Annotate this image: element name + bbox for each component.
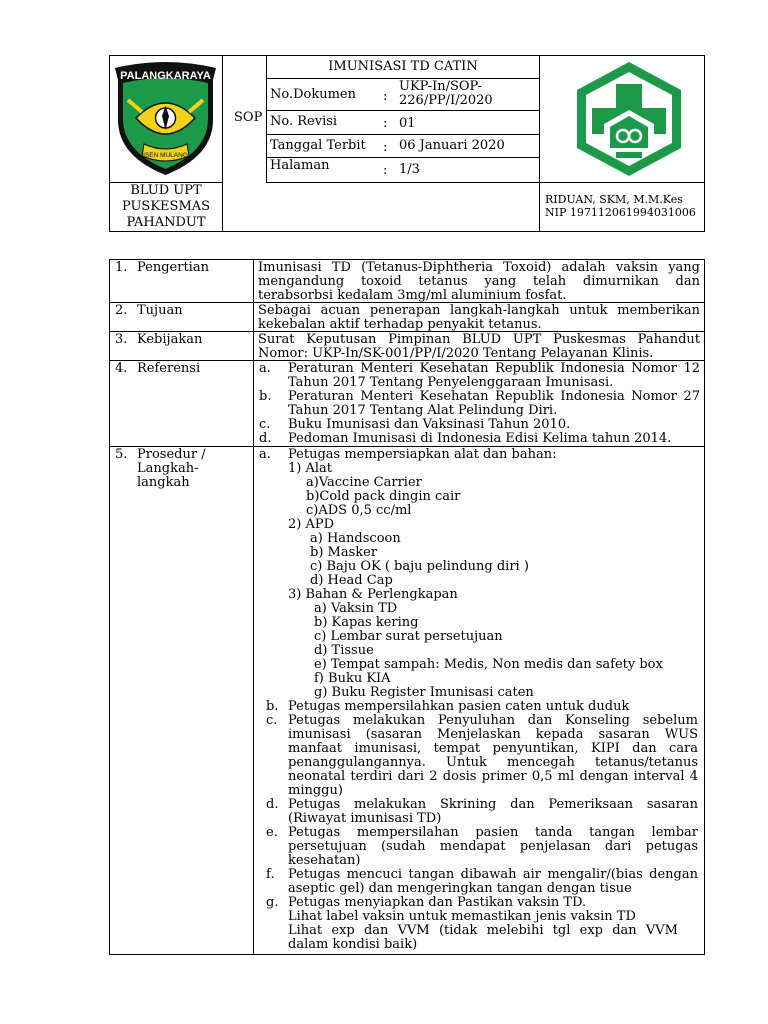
- bahan-item: b) Kapas kering: [314, 615, 419, 630]
- pengertian-line: terabsorbsi kedalam 3mg/ml aluminium fosfat.: [258, 288, 567, 303]
- section-number: 4.: [115, 361, 128, 376]
- doc-number-value-line-2: 226/PP/I/2020: [399, 93, 493, 108]
- list-letter: c.: [266, 713, 278, 728]
- header-divider: [222, 55, 223, 232]
- referensi-line: Pedoman Imunisasi di Indonesia Edisi Kelima tahun 2014.: [288, 431, 672, 446]
- list-letter: b.: [266, 699, 279, 714]
- puskesmas-logo: [570, 58, 688, 180]
- prosedur-step-e: kesehatan): [288, 853, 361, 868]
- prosedur-step-d: (Riwayat imunisasi TD): [288, 811, 442, 826]
- header-divider: [266, 110, 539, 111]
- referensi-line: Buku Imunisasi dan Vaksinasi Tahun 2010.: [288, 417, 571, 432]
- emblem-motto-text: ISEN MULANG: [143, 152, 188, 159]
- pengertian-line: Imunisasi TD (Tetanus-Diphtheria Toxoid) adalah vaksin yang: [258, 260, 700, 275]
- bahan-item: f) Buku KIA: [314, 671, 391, 686]
- header-border-top: [109, 55, 705, 56]
- list-letter: c.: [259, 417, 271, 432]
- list-letter: b.: [259, 389, 272, 404]
- referensi-line: Tahun 2017 Tentang Penyelenggaraan Imunisasi.: [288, 375, 614, 390]
- list-letter: a.: [259, 447, 271, 462]
- section-title-tujuan: Tujuan: [137, 303, 183, 318]
- issue-date-colon: :: [383, 140, 388, 155]
- revision-value: 01: [399, 116, 416, 131]
- referensi-line: Tahun 2017 Tentang Alat Pelindung Diri.: [288, 403, 558, 418]
- header-divider: [266, 55, 267, 182]
- prosedur-step-c: manfaat imunisasi, tempat penyuntikan, KIPI dan cara: [288, 741, 698, 756]
- tujuan-line: kekebalan aktif terhadap penyakit tetanus.: [258, 317, 542, 332]
- bahan-item: e) Tempat sampah: Medis, Non medis dan safety box: [314, 657, 663, 672]
- apd-item: a) Handscoon: [310, 531, 401, 546]
- kebijakan-line: Nomor: UKP-In/SK-001/PP/I/2020 Tentang Pelayanan Klinis.: [258, 346, 654, 361]
- list-letter: d.: [266, 797, 279, 812]
- doc-number-label: No.Dokumen: [270, 87, 356, 102]
- header-divider: [266, 182, 539, 183]
- page-value: 1/3: [399, 162, 420, 177]
- list-letter: a.: [259, 361, 271, 376]
- palangkaraya-emblem-logo: [112, 58, 219, 178]
- alat-item: c)ADS 0,5 cc/ml: [306, 503, 412, 518]
- alat-item: b)Cold pack dingin cair: [306, 489, 461, 504]
- bahan-item: a) Vaksin TD: [314, 601, 398, 616]
- section-title-prosedur: langkah: [137, 475, 190, 490]
- alat-label: 1) Alat: [288, 461, 332, 476]
- signatory-name: RIDUAN, SKM, M.M.Kes: [545, 193, 683, 206]
- prosedur-step-g: Lihat exp dan VVM (tidak melebihi tgl exp dan VVM: [288, 923, 678, 938]
- document-title: IMUNISASI TD CATIN: [328, 59, 478, 74]
- section-title-referensi: Referensi: [137, 361, 201, 376]
- section-title-prosedur: Prosedur /: [137, 447, 206, 462]
- header-border-bottom: [109, 231, 705, 232]
- doc-number-colon: :: [383, 89, 388, 104]
- bahan-item: c) Lembar surat persetujuan: [314, 629, 503, 644]
- prosedur-step-e: persetujuan (sudah mendapat penjelasan dari petugas: [288, 839, 698, 854]
- header-divider: [539, 182, 705, 183]
- list-letter: f.: [266, 867, 275, 882]
- prosedur-step-a: Petugas mempersiapkan alat dan bahan:: [288, 447, 557, 462]
- prosedur-step-g: dalam kondisi baik): [288, 937, 418, 952]
- content-border-bottom: [109, 954, 705, 955]
- list-letter: g.: [266, 895, 279, 910]
- bahan-label: 3) Bahan & Perlengkapan: [288, 587, 458, 602]
- section-title-prosedur: Langkah-: [137, 461, 199, 476]
- sop-label: SOP: [234, 110, 263, 125]
- prosedur-step-c: Petugas melakukan Penyuluhan dan Konseling sebelum: [288, 713, 698, 728]
- kebijakan-line: Surat Keputusan Pimpinan BLUD UPT Puskesmas Pahandut: [258, 332, 700, 347]
- section-title-pengertian: Pengertian: [137, 260, 209, 275]
- header-divider: [266, 134, 539, 135]
- prosedur-step-b: Petugas mempersilahkan pasien caten untuk duduk: [288, 699, 630, 714]
- prosedur-step-c: penanggulangannya. Untuk mencegah tetanus/tetanus: [288, 755, 698, 770]
- prosedur-step-c: neonatal terdiri dari 2 dosis primer 0,5 ml dengan interval 4: [288, 769, 698, 784]
- pengertian-line: mengandung toxoid tetanus yang telah dimurnikan dan: [258, 274, 700, 289]
- page-label: Halaman: [270, 158, 330, 173]
- apd-item: b) Masker: [310, 545, 378, 560]
- referensi-line: Peraturan Menteri Kesehatan Republik Indonesia Nomor 12: [288, 361, 700, 376]
- org-name-line-3: PAHANDUT: [126, 215, 206, 230]
- emblem-banner-text: PALANGKARAYA: [120, 70, 211, 82]
- list-letter: d.: [259, 431, 272, 446]
- apd-item: c) Baju OK ( baju pelindung diri ): [310, 559, 529, 574]
- apd-item: d) Head Cap: [310, 573, 393, 588]
- prosedur-step-c: minggu): [288, 783, 343, 798]
- issue-date-value: 06 Januari 2020: [399, 138, 505, 153]
- section-number: 5.: [115, 447, 128, 462]
- prosedur-step-g: Petugas menyiapkan dan Pastikan vaksin TD.: [288, 895, 587, 910]
- issue-date-label: Tanggal Terbit: [270, 138, 366, 153]
- revision-colon: :: [383, 116, 388, 131]
- revision-label: No. Revisi: [270, 114, 338, 129]
- alat-item: a)Vaccine Carrier: [306, 475, 422, 490]
- prosedur-step-g: Lihat label vaksin untuk memastikan jenis vaksin TD: [288, 909, 636, 924]
- section-number: 3.: [115, 332, 128, 347]
- header-divider: [539, 55, 540, 232]
- bahan-item: g) Buku Register Imunisasi caten: [314, 685, 534, 700]
- prosedur-step-f: Petugas mencuci tangan dibawah air mengalir/(bias dengan: [288, 867, 698, 882]
- referensi-line: Peraturan Menteri Kesehatan Republik Indonesia Nomor 27: [288, 389, 700, 404]
- content-border-right: [704, 259, 705, 955]
- content-column-divider: [253, 259, 254, 955]
- signatory-nip: NIP 197112061994031006: [545, 206, 696, 219]
- header-border-right: [704, 55, 705, 232]
- prosedur-step-e: Petugas mempersilahan pasien tanda tangan lembar: [288, 825, 698, 840]
- apd-label: 2) APD: [288, 517, 335, 532]
- doc-number-value-line-1: UKP-In/SOP-: [399, 79, 482, 94]
- tujuan-line: Sebagai acuan penerapan langkah-langkah untuk memberikan: [258, 303, 700, 318]
- bahan-item: d) Tissue: [314, 643, 374, 658]
- org-name-line-2: PUSKESMAS: [121, 199, 211, 214]
- list-letter: e.: [266, 825, 278, 840]
- content-border-left: [109, 259, 110, 955]
- page-colon: :: [383, 163, 388, 178]
- prosedur-step-d: Petugas melakukan Skrining dan Pemeriksaan sasaran: [288, 797, 698, 812]
- org-name-line-1: BLUD UPT: [130, 183, 202, 198]
- section-number: 2.: [115, 303, 128, 318]
- section-title-kebijakan: Kebijakan: [137, 332, 203, 347]
- section-number: 1.: [115, 260, 128, 275]
- prosedur-step-f: aseptic gel) dan mengeringkan tangan dengan tisue: [288, 881, 632, 896]
- prosedur-step-c: imunisasi (sasaran Menjelaskan kepada sasaran WUS: [288, 727, 698, 742]
